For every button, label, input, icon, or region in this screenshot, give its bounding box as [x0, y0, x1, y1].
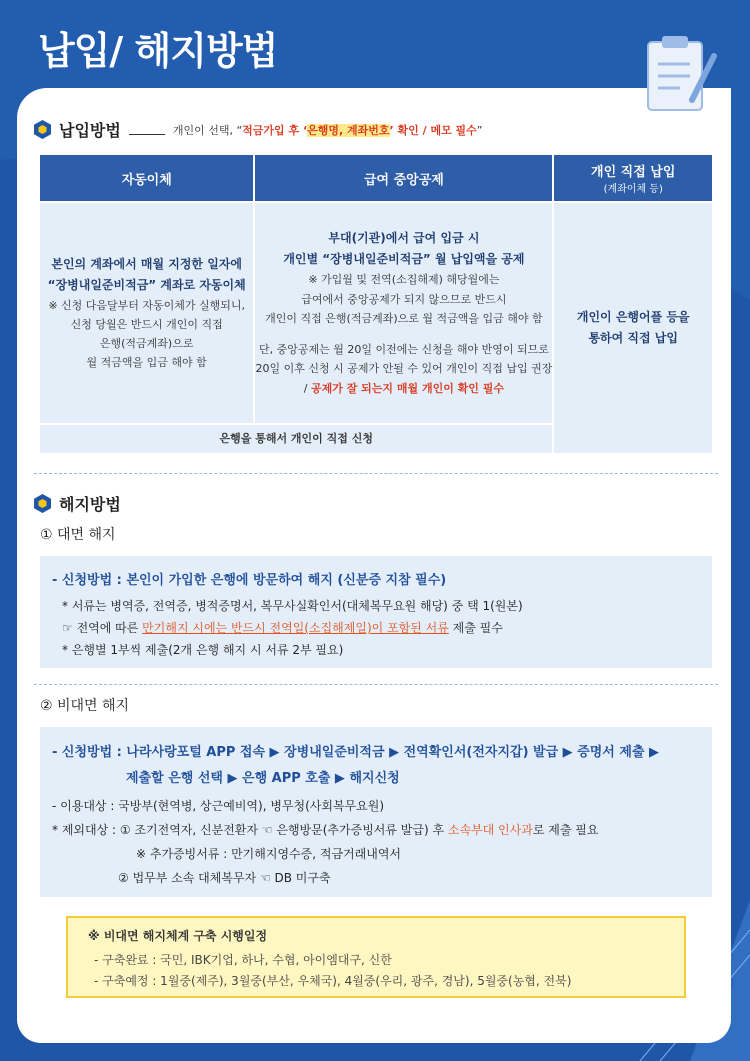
hexagon-bullet-icon: [34, 120, 51, 139]
section-divider: [34, 684, 718, 685]
nonface-target: - 이용대상 : 국방부(현역병, 상근예비역), 병무청(사회복무요원): [52, 799, 385, 813]
face-method: - 신청방법 : 본인이 가입한 은행에 방문하여 해지 (신분증 지참 필수): [52, 573, 447, 588]
face-per-bank: * 은행별 1부씩 제출(2개 은행 해지 시 서류 2부 필요): [62, 643, 344, 657]
nonface-cancel-title: ② 비대면 해지: [40, 698, 130, 714]
section-divider: [34, 473, 718, 474]
payment-section-title: 납입방법: [59, 121, 121, 140]
face-cancel-title: ① 대면 해지: [40, 527, 116, 543]
nonface-exclude-2: ② 법무부 소속 대체복무자 ☜ DB 미구축: [118, 871, 331, 885]
cancel-section-title: 해지방법: [59, 495, 121, 514]
clipboard-icon: [640, 28, 720, 118]
face-docs: * 서류는 병역증, 전역증, 병적증명서, 복무사실확인서(대체복무요원 해당) 중 택 1(원본): [62, 599, 523, 613]
col-salary-deduction: 급여 중앙공제: [255, 155, 552, 201]
col-auto-transfer: 자동이체: [40, 155, 253, 201]
schedule-done: - 구축완료 : 국민, IBK기업, 하나, 수협, 아이엠대구, 신한: [94, 953, 392, 967]
payment-table: [38, 153, 714, 455]
title-underline: [129, 125, 165, 135]
payment-note: 개인이 선택, “적금가입 후 ‘은행명, 계좌번호’ 확인 / 메모 필수”: [172, 123, 483, 137]
nonface-cancel-box: [40, 727, 712, 897]
nonface-method-1: - 신청방법 : 나라사랑포털 APP 접속 ▶ 장병내일준비적금 ▶ 전역확인서(전자지갑) 발급 ▶ 증명서 제출 ▶: [52, 745, 660, 760]
hexagon-bullet-icon: [34, 494, 51, 513]
cell-bank-apply: 은행을 통해서 개인이 직접 신청: [40, 425, 552, 453]
col-direct-payment: 개인 직접 납입 (계좌이체 등): [554, 155, 712, 201]
page-title: 납입/ 해지방법: [38, 29, 278, 73]
schedule-box: [66, 916, 686, 998]
nonface-exclude: * 제외대상 : ① 조기전역자, 신분전환자 ☜ 은행방문(추가증빙서류 발급) 후 소속부대 인사과로 제출 필요: [52, 823, 599, 837]
nonface-method-2: 제출할 은행 선택 ▶ 은행 APP 호출 ▶ 해지신청: [126, 771, 400, 786]
cancel-section-header: [34, 492, 121, 515]
schedule-planned: - 구축예정 : 1월중(제주), 3월중(부산, 우체국), 4월중(우리, 광주, 경남), 5월중(농협, 전북): [94, 974, 572, 988]
face-note: ☞ 전역에 따른 만기해지 시에는 반드시 전역일(소집해제일)이 포함된 서류 제출 필수: [62, 621, 503, 635]
cell-direct-payment: 개인이 은행어플 등을 통하여 직접 납입: [554, 203, 712, 453]
face-cancel-box: [40, 556, 712, 668]
nonface-extra-docs: ※ 추가증빙서류 : 만기해지영수증, 적금거래내역서: [136, 847, 402, 861]
cell-salary-deduction: 부대(기관)에서 급여 입금 시 개인별 “장병내일준비적금” 월 납입액을 공제 ※ 가입월 및 전역(소집해제) 해당월에는 급여에서 중앙공제가 되지 않으므로 반드시 개인이 직접 은행(적금계좌)으로 월 적금액을 입금 해야 함 단, 중앙공제는 월 20일 이전에는 신청을 해야 반영이 되므로 20일 이후 신청 시 공제가 안될 수 있어 개인이 직접 납입 권장 / 공제가 잘 되는지 매월 개인이 확인 필수: [255, 203, 552, 423]
cell-auto-transfer: 본인의 계좌에서 매월 지정한 일자에 “장병내일준비적금” 계좌로 자동이체 ※ 신청 다음달부터 자동이체가 실행되니, 신청 당월은 반드시 개인이 직접 은행(적금계좌)으로 월 적금액을 입금 해야 함: [40, 203, 253, 423]
schedule-title: ※ 비대면 해지체계 구축 시행일정: [88, 929, 268, 943]
payment-section-header: [34, 118, 483, 141]
